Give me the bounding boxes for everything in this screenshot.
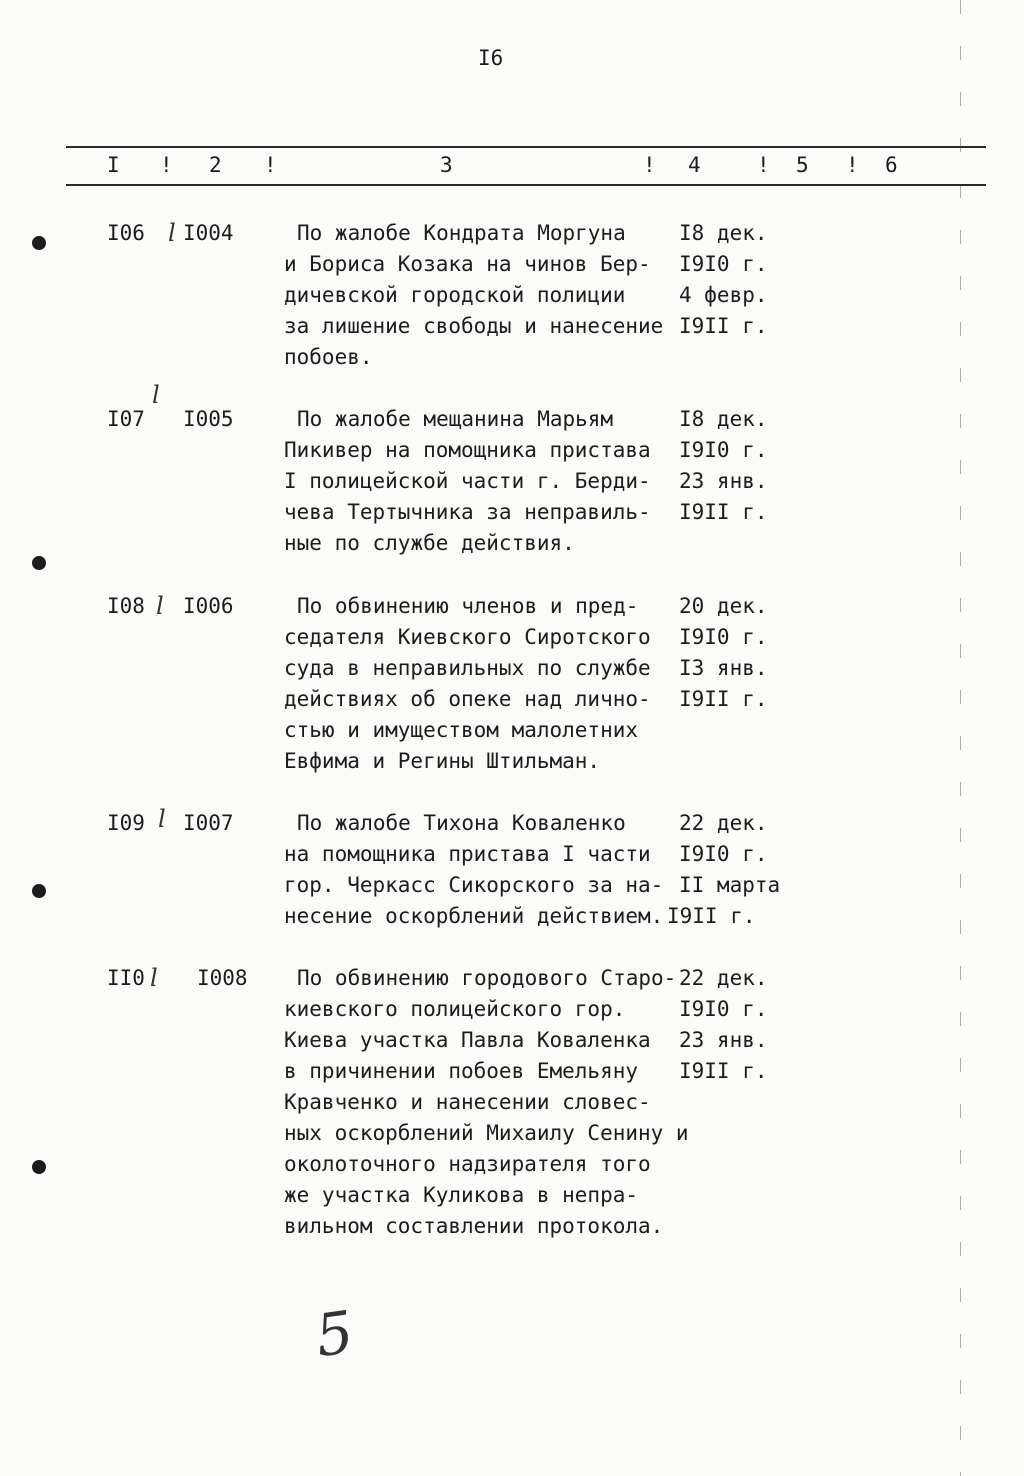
column-header-3: 3 [440,153,453,177]
description-line: вильном составлении протокола. [284,1214,664,1238]
description-line: дичевской городской полиции [284,283,626,307]
case-dates [679,218,819,342]
case-number: I008 [197,966,248,990]
column-header-5: 5 [796,153,809,177]
description-line: побоев. [284,345,373,369]
description-line: По обвинению городового Старо- [297,966,677,990]
punch-hole [32,884,46,898]
column-separator: ! [757,153,770,177]
date-line: II марта [679,873,781,897]
header-rule-top [66,146,986,148]
date-line: I9II г. [679,687,768,711]
date-line: I9II г. [679,1059,768,1083]
date-line: 23 янв. [679,1028,768,1052]
description-line: гор. Черкасс Сикорского за на- [284,873,664,897]
description-line: околоточного надзирателя того [284,1152,651,1176]
description-line: стью и имуществом малолетних [284,718,639,742]
row-number: I09 [107,811,145,835]
date-line: I9I0 г. [679,997,768,1021]
description-line: действиях об опеке над лично- [284,687,651,711]
description-line: По жалобе Кондрата Моргуна [297,221,626,245]
description-line: I полицейской части г. Берди- [284,469,651,493]
punch-hole [32,236,46,250]
description-line: несение оскорблений действием. [284,904,664,928]
description-line: Пикивер на помощника пристава [284,438,651,462]
case-description [284,591,684,777]
row-number: I06 [107,221,145,245]
case-dates [679,591,819,715]
page-number: I6 [478,46,504,70]
case-description [284,218,684,373]
case-dates [679,404,819,528]
description-line: По обвинению членов и пред- [297,594,639,618]
case-number: I007 [183,811,234,835]
handwritten-page-count: 5 [311,1297,358,1371]
case-dates [667,808,819,932]
handwritten-check-mark: l [150,964,158,992]
description-line: Киева участка Павла Коваленка [284,1028,651,1052]
date-line: I9I0 г. [679,252,768,276]
description-line: же участка Куликова в непра- [284,1183,639,1207]
date-line: I8 дек. [679,221,768,245]
case-dates [679,963,819,1087]
date-line: 22 дек. [679,966,768,990]
punch-hole [32,556,46,570]
case-description [284,404,684,559]
description-line: ные по службе действия. [284,531,575,555]
column-separator: ! [846,153,859,177]
date-line: 4 февр. [679,283,768,307]
handwritten-check-mark: l [158,805,166,833]
date-line: 23 янв. [679,469,768,493]
case-description [284,963,689,1242]
column-separator: ! [160,153,173,177]
description-line: киевского полицейского гор. [284,997,626,1021]
case-number: I006 [183,594,234,618]
date-line: 22 дек. [679,811,768,835]
column-header-1: I [107,153,120,177]
case-number: I004 [183,221,234,245]
column-header-4: 4 [688,153,701,177]
margin-line [960,0,961,1476]
case-number: I005 [183,407,234,431]
column-header-2: 2 [209,153,222,177]
description-line: за лишение свободы и нанесение [284,314,664,338]
column-header-6: 6 [885,153,898,177]
date-line: I9II г. [679,314,768,338]
column-separator: ! [264,153,277,177]
description-line: Кравченко и нанесении словес- [284,1090,651,1114]
date-line: I3 янв. [679,656,768,680]
handwritten-check-mark: l [156,592,164,620]
date-line: I8 дек. [679,407,768,431]
header-rule-bottom [66,184,986,186]
punch-hole [32,1160,46,1174]
date-line: I9I0 г. [679,842,768,866]
date-line: I9II г. [679,500,768,524]
description-line: в причинении побоев Емельяну [284,1059,639,1083]
row-number: I07 [107,407,145,431]
description-line: По жалобе Тихона Коваленко [297,811,626,835]
date-line: I9II г. [667,904,756,928]
row-number: I08 [107,594,145,618]
description-line: По жалобе мещанина Марьям [297,407,614,431]
handwritten-check-mark: l [168,219,176,247]
case-description [284,808,684,932]
description-line: чева Тертычника за неправиль- [284,500,651,524]
description-line: ных оскорблений Михаилу Сенину и [284,1121,689,1145]
description-line: Евфима и Регины Штильман. [284,749,601,773]
date-line: 20 дек. [679,594,768,618]
column-separator: ! [643,153,656,177]
description-line: и Бориса Козака на чинов Бер- [284,252,651,276]
handwritten-check-mark: l [152,381,160,409]
description-line: на помощника пристава I части [284,842,651,866]
date-line: I9I0 г. [679,438,768,462]
date-line: I9I0 г. [679,625,768,649]
row-number: II0 [107,966,145,990]
description-line: седателя Киевского Сиротского [284,625,651,649]
description-line: суда в неправильных по службе [284,656,651,680]
